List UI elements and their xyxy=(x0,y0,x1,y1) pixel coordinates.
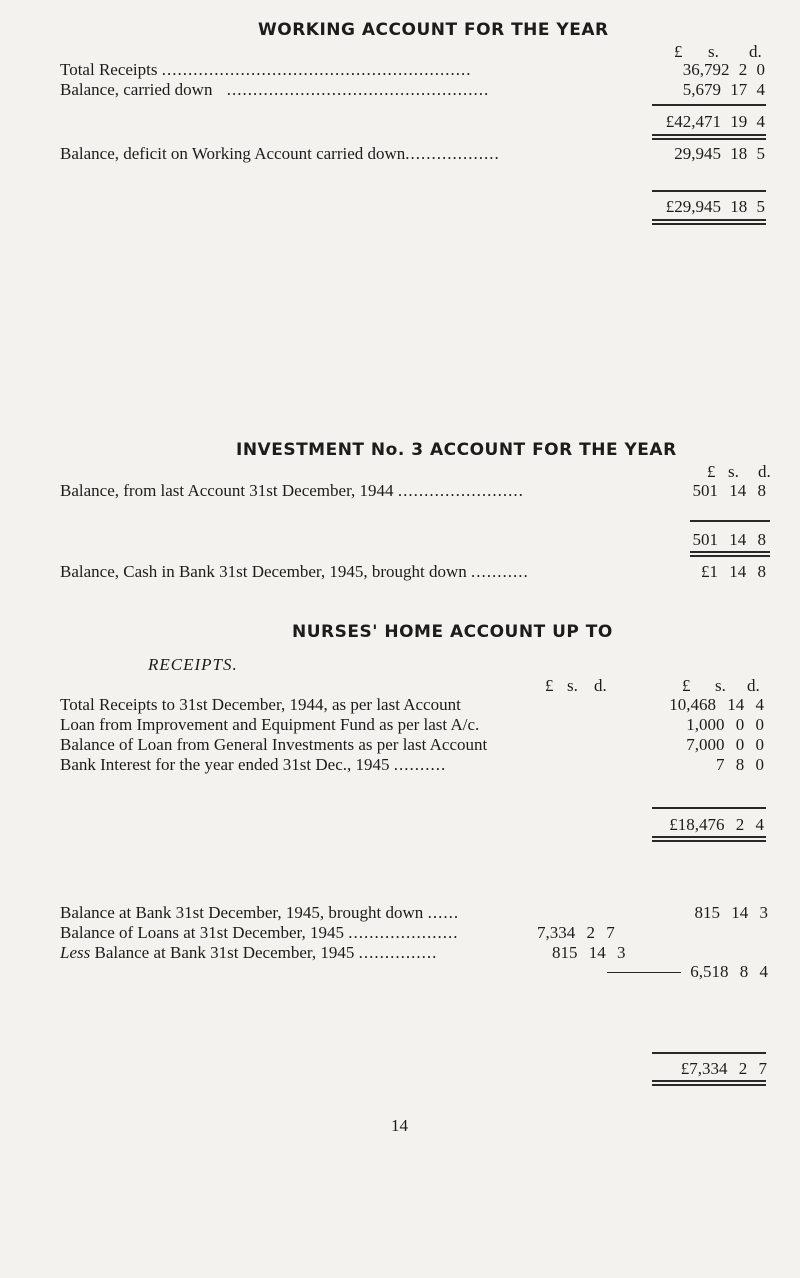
pence-header: d. xyxy=(594,676,607,695)
subtotal-rule xyxy=(652,190,766,192)
leader-dots: .................................................. xyxy=(226,80,490,99)
row-label: Balance, from last Account 31st December, 1944 xyxy=(60,481,394,500)
shillings-header: s. xyxy=(728,462,739,481)
row-label: Balance at Bank 31st December, 1945 xyxy=(94,943,355,962)
balance-carried-down-amount: 5,679 17 4 xyxy=(682,80,765,99)
leader-dots: .......... xyxy=(393,755,447,774)
nurses-receipt-amount: 7,000 0 0 xyxy=(686,735,764,754)
grand-total: £7,334 2 7 xyxy=(680,1059,767,1078)
leader-dots: ............... xyxy=(358,943,438,962)
nurses-receipt-row: Balance of Loan from General Investments as per last Account xyxy=(60,735,488,754)
shillings-header: s. xyxy=(567,676,578,695)
row-label: Balance at Bank 31st December, 1945, brought down xyxy=(60,903,424,922)
row-label: Balance, Cash in Bank 31st December, 1945, brought down xyxy=(60,562,467,581)
nurses-receipt-amount: 10,468 14 4 xyxy=(669,695,764,714)
row-label: Total Receipts xyxy=(60,60,158,79)
pence-header: d. xyxy=(749,42,762,61)
row-label: Balance, deficit on Working Account carried down xyxy=(60,144,406,163)
working-account-title: WORKING ACCOUNT FOR THE YEAR xyxy=(258,20,609,40)
investment-total: 501 14 8 xyxy=(692,530,766,549)
leader-dots: ........................ xyxy=(397,481,524,500)
balance-from-last-account-row xyxy=(60,481,524,501)
balance-from-last-account-amount: 501 14 8 xyxy=(692,481,766,500)
row-label: Bank Interest for the year ended 31st Dec., 1945 xyxy=(60,755,390,774)
nurses-receipt-row xyxy=(60,755,446,775)
shillings-header: s. xyxy=(715,676,726,695)
pounds-header: £ xyxy=(674,42,683,61)
nurses-receipt-row: Total Receipts to 31st December, 1944, as per last Account xyxy=(60,695,461,714)
loans-balance-amount: 7,334 2 7 xyxy=(537,923,615,942)
nurses-total: £18,476 2 4 xyxy=(669,815,764,834)
total-receipts-row xyxy=(60,60,471,80)
page-number: 14 xyxy=(391,1116,408,1135)
shillings-header: s. xyxy=(708,42,719,61)
nurses-home-account-title: NURSES' HOME ACCOUNT UP TO xyxy=(292,622,613,642)
pounds-header: £ xyxy=(682,676,691,695)
subtotal-rule xyxy=(652,807,766,809)
leader-dots: ........................................................... xyxy=(161,60,472,79)
pounds-header: £ xyxy=(707,462,716,481)
subtotal-rule xyxy=(690,520,770,522)
investment-account-title: INVESTMENT No. 3 ACCOUNT FOR THE YEAR xyxy=(236,440,677,460)
cash-in-bank-amount: £1 14 8 xyxy=(701,562,766,581)
bank-balance-amount: 815 14 3 xyxy=(694,903,768,922)
double-rule xyxy=(652,219,766,225)
pence-header: d. xyxy=(747,676,760,695)
nurses-receipt-amount: 1,000 0 0 xyxy=(686,715,764,734)
double-rule xyxy=(652,836,766,842)
nurses-receipt-row: Loan from Improvement and Equipment Fund as per last A/c. xyxy=(60,715,480,734)
loans-balance-row xyxy=(60,923,458,943)
double-rule xyxy=(652,1080,766,1086)
row-label: Balance of Loans at 31st December, 1945 xyxy=(60,923,344,942)
less-prefix: Less xyxy=(60,943,91,962)
bank-balance-row xyxy=(60,903,459,923)
subtotal-rule xyxy=(652,104,766,106)
balance-carried-down-row xyxy=(60,80,489,100)
less-bank-balance-row xyxy=(60,943,437,963)
net-loans-amount: 6,518 8 4 xyxy=(690,962,768,981)
deficit-total: £29,945 18 5 xyxy=(665,197,765,216)
double-rule xyxy=(690,551,770,557)
pence-header: d. xyxy=(758,462,771,481)
row-label: Balance, carried down xyxy=(60,80,213,99)
deficit-amount: 29,945 18 5 xyxy=(674,144,765,163)
double-rule xyxy=(652,134,766,140)
leader-dots: ..................... xyxy=(348,923,459,942)
leader-dots: .................. xyxy=(405,144,500,163)
total-receipts-amount: 36,792 2 0 xyxy=(682,60,765,79)
cash-in-bank-row xyxy=(60,562,529,582)
receipts-heading: RECEIPTS. xyxy=(148,655,238,674)
less-bank-balance-amount: 815 14 3 xyxy=(552,943,626,962)
subtotal-rule xyxy=(652,1052,766,1054)
working-total: £42,471 19 4 xyxy=(665,112,765,131)
nurses-receipt-amount: 7 8 0 xyxy=(716,755,764,774)
connector-rule xyxy=(607,972,681,973)
leader-dots: ........... xyxy=(471,562,529,581)
leader-dots: ...... xyxy=(427,903,460,922)
pounds-header: £ xyxy=(545,676,554,695)
deficit-row xyxy=(60,144,500,164)
